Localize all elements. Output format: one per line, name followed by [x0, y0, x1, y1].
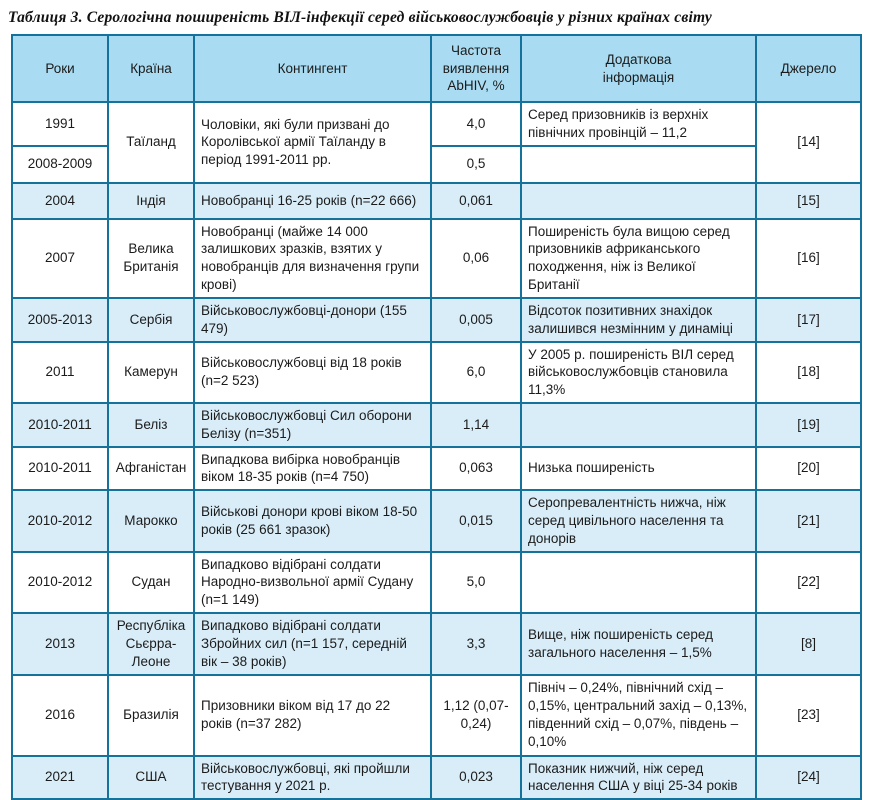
cell-years: 2016 — [12, 675, 108, 756]
cell-years: 1991 — [12, 102, 108, 146]
cell-years: 2007 — [12, 219, 108, 298]
cell-country: Судан — [108, 552, 194, 613]
cell-country: Індія — [108, 183, 194, 219]
cell-years: 2005-2013 — [12, 298, 108, 342]
header-country: Країна — [108, 35, 194, 102]
cell-contingent: Новобранці 16-25 років (n=22 666) — [194, 183, 431, 219]
cell-contingent: Чоловіки, які були призвані до Королівської армії Таїланду в період 1991-2011 рр. — [194, 102, 431, 183]
cell-years: 2010-2012 — [12, 552, 108, 613]
cell-country: Беліз — [108, 403, 194, 447]
cell-years: 2010-2012 — [12, 490, 108, 551]
cell-contingent: Новобранці (майже 14 000 залишкових зразків, взятих у новобранців для визначення групи крові) — [194, 219, 431, 298]
header-info — [521, 35, 756, 102]
cell-frequency: 1,14 — [431, 403, 521, 447]
cell-years: 2011 — [12, 342, 108, 403]
cell-country: Бразилія — [108, 675, 194, 756]
cell-source: [22] — [756, 552, 861, 613]
cell-country: США — [108, 756, 194, 800]
cell-years: 2010-2011 — [12, 403, 108, 447]
table-body — [12, 102, 861, 799]
cell-frequency: 0,023 — [431, 756, 521, 800]
table-row-usa — [12, 756, 861, 800]
cell-info: Вище, ніж поширеність серед загального населення – 1,5% — [521, 613, 756, 674]
cell-years: 2021 — [12, 756, 108, 800]
cell-frequency: 0,061 — [431, 183, 521, 219]
table-row-serbia — [12, 298, 861, 342]
cell-info — [521, 403, 756, 447]
cell-source: [21] — [756, 490, 861, 551]
cell-frequency: 1,12 (0,07-0,24) — [431, 675, 521, 756]
cell-info: Північ – 0,24%, північний схід – 0,15%, центральний захід – 0,13%, південний схід – 0,07%, південь – 0,10% — [521, 675, 756, 756]
cell-years: 2010-2011 — [12, 447, 108, 491]
cell-info — [521, 146, 756, 183]
cell-years: 2004 — [12, 183, 108, 219]
header-years: Роки — [12, 35, 108, 102]
cell-frequency: 0,015 — [431, 490, 521, 551]
cell-source: [16] — [756, 219, 861, 298]
table-row-india — [12, 183, 861, 219]
cell-country: Марокко — [108, 490, 194, 551]
cell-info: Серопревалентність нижча, ніж серед цивільного населення та донорів — [521, 490, 756, 551]
table-row-sierra-leone — [12, 613, 861, 674]
cell-info: Показник нижчий, ніж серед населення США у віці 25-34 років — [521, 756, 756, 800]
table-row-afghanistan — [12, 447, 861, 491]
cell-source: [15] — [756, 183, 861, 219]
header-source: Джерело — [756, 35, 861, 102]
cell-frequency: 6,0 — [431, 342, 521, 403]
cell-country: Сербія — [108, 298, 194, 342]
cell-frequency: 0,063 — [431, 447, 521, 491]
table-row-cameroon — [12, 342, 861, 403]
cell-contingent: Призовники віком від 17 до 22 років (n=37 282) — [194, 675, 431, 756]
cell-country: Таїланд — [108, 102, 194, 183]
cell-contingent: Випадкова вибірка новобранців віком 18-35 років (n=4 750) — [194, 447, 431, 491]
header-frequency: Частота виявлення AbHIV, % — [431, 35, 521, 102]
cell-contingent: Військовослужбовці від 18 років (n=2 523) — [194, 342, 431, 403]
table-row-brazil — [12, 675, 861, 756]
cell-country: Республіка Сьєрра-Леоне — [108, 613, 194, 674]
cell-years: 2008-2009 — [12, 146, 108, 183]
cell-source: [19] — [756, 403, 861, 447]
cell-source: [14] — [756, 102, 861, 183]
cell-years: 2013 — [12, 613, 108, 674]
cell-info: Низька поширеність — [521, 447, 756, 491]
cell-contingent: Військовослужбовці Сил оборони Белізу (n=351) — [194, 403, 431, 447]
cell-country: Велика Британія — [108, 219, 194, 298]
table-row-morocco — [12, 490, 861, 551]
table-row-belize — [12, 403, 861, 447]
cell-frequency: 5,0 — [431, 552, 521, 613]
cell-contingent: Випадково відібрані солдати Збройних сил (n=1 157, середній вік – 38 років) — [194, 613, 431, 674]
table-header — [12, 35, 861, 102]
header-info-label: Додаткова інформація — [602, 51, 675, 85]
cell-contingent: Військовослужбовці, які пройшли тестування у 2021 р. — [194, 756, 431, 800]
header-row — [12, 35, 861, 102]
seroprevalence-table — [11, 34, 862, 800]
table-row-thailand-1991 — [12, 102, 861, 146]
table-row-sudan — [12, 552, 861, 613]
cell-info: Серед призовників із верхніх північних провінцій – 11,2 — [521, 102, 756, 146]
header-contingent: Контингент — [194, 35, 431, 102]
cell-frequency: 3,3 — [431, 613, 521, 674]
cell-contingent: Випадково відібрані солдати Народно-визвольної армії Судану (n=1 149) — [194, 552, 431, 613]
cell-country: Афганістан — [108, 447, 194, 491]
cell-country: Камерун — [108, 342, 194, 403]
cell-source: [17] — [756, 298, 861, 342]
cell-frequency: 4,0 — [431, 102, 521, 146]
cell-source: [24] — [756, 756, 861, 800]
cell-info — [521, 552, 756, 613]
cell-contingent: Військові донори крові віком 18-50 років (25 661 зразок) — [194, 490, 431, 551]
cell-info: Відсоток позитивних знахідок залишився незмінним у динаміці — [521, 298, 756, 342]
cell-source: [8] — [756, 613, 861, 674]
cell-source: [20] — [756, 447, 861, 491]
cell-frequency: 0,5 — [431, 146, 521, 183]
cell-frequency: 0,005 — [431, 298, 521, 342]
table-row-great-britain — [12, 219, 861, 298]
cell-info — [521, 183, 756, 219]
cell-source: [18] — [756, 342, 861, 403]
cell-info: У 2005 р. поширеність ВІЛ серед військовослужбовців становила 11,3% — [521, 342, 756, 403]
cell-frequency: 0,06 — [431, 219, 521, 298]
table-caption: Таблиця 3. Серологічна поширеність ВІЛ-інфекції серед військовослужбовців у різних країнах світу — [8, 9, 712, 26]
cell-contingent: Військовослужбовці-донори (155 479) — [194, 298, 431, 342]
cell-source: [23] — [756, 675, 861, 756]
cell-info: Поширеність була вищою серед призовників африканського походження, ніж із Великої Британії — [521, 219, 756, 298]
